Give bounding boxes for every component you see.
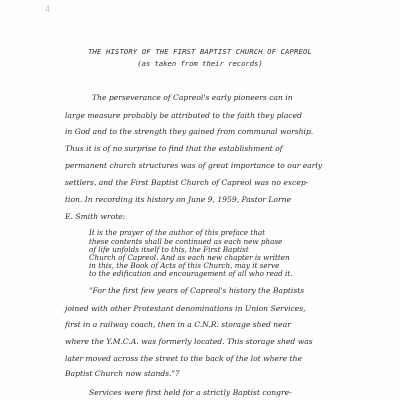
paragraph-line: in God and to the strength they gained from communal worship.	[65, 127, 314, 136]
paragraph-line: tion. In recording its history on June 9, 1959, Pastor Lorne	[65, 195, 291, 204]
quote-line: to the edification and encouragement of all who read it.	[89, 269, 293, 278]
paragraph-line: E. Smith wrote:	[65, 212, 126, 221]
paragraph-line: where the Y.M.C.A. was formerly located. This storage shed was	[65, 337, 313, 346]
corner-mark: 4	[45, 4, 51, 14]
paragraph-line: first in a railway coach, then in a C.N.R. storage shed near	[65, 320, 291, 329]
paragraph-line: permanent church structures was of great importance to our early	[65, 161, 323, 170]
paragraph-line: large measure probably be attributed to the faith they placed	[65, 111, 302, 120]
quote-line: in this, the Book of Acts of this Church, may it serve	[89, 261, 280, 270]
document-subtitle: (as taken from their records)	[137, 59, 263, 68]
paragraph-line: later moved across the street to the back of the lot where the	[65, 354, 302, 363]
paragraph-line: Thus it is of no surprise to find that the establishment of	[65, 144, 283, 153]
paragraph-line: joined with other Protestant denominations in Union Services,	[65, 304, 306, 313]
quote-line: Church of Capreol. And as each new chapter is written	[89, 253, 290, 262]
quote-line: these contents shall be continued as each new phase	[89, 237, 283, 246]
paragraph-line: Services were first held for a strictly Baptist congre-	[89, 388, 292, 397]
quote-line: of life unfolds itself to this, the First Baptist	[89, 245, 249, 254]
paragraph-line: Baptist Church now stands."7	[65, 369, 180, 378]
paragraph-line: settlers, and the First Baptist Church of Capreol was no excep-	[65, 178, 309, 187]
quote-line: It is the prayer of the author of this preface that	[89, 228, 266, 237]
paragraph-line: The perseverance of Capreol's early pioneers can in	[92, 93, 293, 102]
paragraph-line: "For the first few years of Capreol's history the Baptists	[89, 286, 305, 295]
document-title: THE HISTORY OF THE FIRST BAPTIST CHURCH OF CAPREOL	[88, 47, 312, 56]
